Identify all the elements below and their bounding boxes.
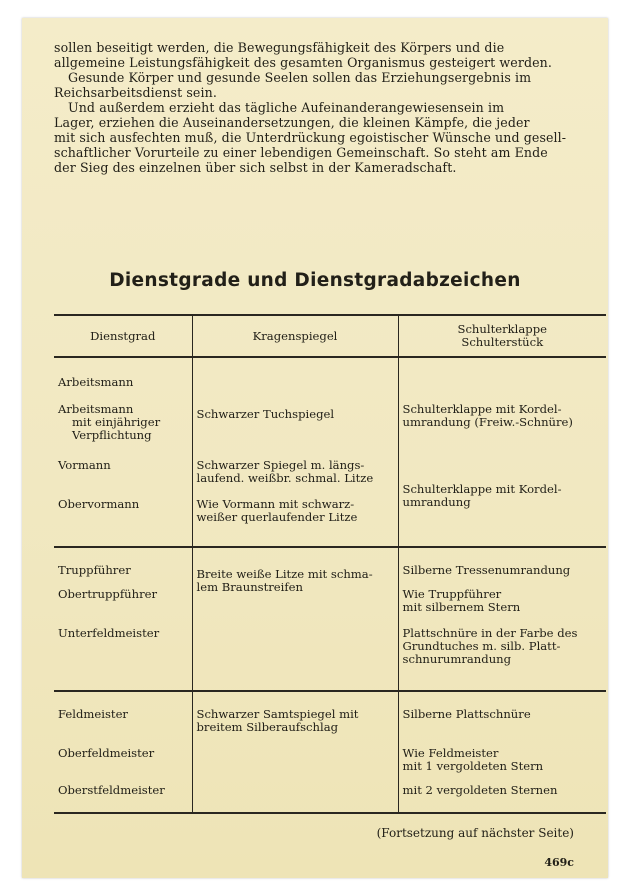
shoulder-text: Grundtuches m. silb. Platt- <box>402 639 561 653</box>
continued-note: (Fortsetzung auf nächster Seite) <box>376 826 574 840</box>
collar-cell <box>192 547 398 691</box>
collar-cell <box>192 357 398 547</box>
rank-cell <box>54 547 192 691</box>
shoulder-text: Wie Truppführer <box>402 587 502 601</box>
rank-label: Feldmeister <box>58 707 128 721</box>
header-collar: Kragenspiegel <box>192 315 398 357</box>
shoulder-text: Plattschnüre in der Farbe des <box>402 626 578 640</box>
header-rank: Dienstgrad <box>54 315 192 357</box>
collar-text: weißer querlaufender Litze <box>196 510 358 524</box>
rank-label: Oberfeldmeister <box>58 746 155 760</box>
header-shoulder <box>398 315 606 357</box>
collar-cell <box>192 691 398 813</box>
intro-line: Und außerdem erzieht das tägliche Aufeinanderangewiesensein im <box>68 100 505 115</box>
shoulder-text: Wie Feldmeister <box>402 746 499 760</box>
table-row-group-2 <box>54 547 606 691</box>
rank-label: Obertruppführer <box>58 587 158 601</box>
shoulder-text: Silberne Plattschnüre <box>402 707 531 721</box>
rank-cell <box>54 357 192 547</box>
intro-line: Reichsarbeitsdienst sein. <box>54 85 217 100</box>
shoulder-text: umrandung <box>402 495 471 509</box>
shoulder-text: schnurumrandung <box>402 652 512 666</box>
intro-line: allgemeine Leistungsfähigkeit des gesamten Organismus gesteigert werden. <box>54 55 552 70</box>
page-number: 469c <box>544 856 574 869</box>
collar-text: Schwarzer Tuchspiegel <box>196 407 335 421</box>
collar-text: lem Braunstreifen <box>196 580 303 594</box>
table-row-group-1 <box>54 357 606 547</box>
rank-label: Verpflichtung <box>72 428 152 442</box>
shoulder-text: Schulterklappe mit Kordel- <box>402 482 562 496</box>
intro-line: der Sieg des einzelnen über sich selbst in der Kameradschaft. <box>54 160 457 175</box>
collar-text: Schwarzer Samtspiegel mit <box>196 707 359 721</box>
rank-label: mit einjähriger <box>72 415 161 429</box>
rank-label: Arbeitsmann <box>58 402 134 416</box>
collar-text: breitem Silberaufschlag <box>196 720 339 734</box>
intro-line: Lager, erziehen die Auseinandersetzungen, die kleinen Kämpfe, die jeder <box>54 115 530 130</box>
intro-line: schaftlicher Vorurteile zu einer lebendigen Gemeinschaft. So steht am Ende <box>54 145 548 160</box>
collar-text: Wie Vormann mit schwarz- <box>196 497 355 511</box>
shoulder-text: Schulterklappe mit Kordel- <box>402 402 562 416</box>
shoulder-text: Silberne Tressenumrandung <box>402 563 571 577</box>
rank-label: Unterfeldmeister <box>58 626 160 640</box>
shoulder-text: mit 2 vergoldeten Sternen <box>402 783 558 797</box>
intro-line: sollen beseitigt werden, die Bewegungsfähigkeit des Körpers und die <box>54 40 505 55</box>
rank-label: Vormann <box>58 458 111 472</box>
section-title: Dienstgrade und Dienstgradabzeichen <box>109 270 521 291</box>
rank-cell <box>54 691 192 813</box>
table-row-group-3 <box>54 691 606 813</box>
shoulder-text: mit silbernem Stern <box>402 600 521 614</box>
header-shoulder-line: Schulterstück <box>461 335 544 349</box>
shoulder-text: mit 1 vergoldeten Stern <box>402 759 544 773</box>
shoulder-text: umrandung (Freiw.-Schnüre) <box>402 415 573 429</box>
shoulder-cell <box>398 357 606 547</box>
rank-label: Truppführer <box>58 563 131 577</box>
header-shoulder-line: Schulterklappe <box>457 322 547 336</box>
intro-paragraph <box>54 40 604 175</box>
collar-text: laufend. weißbr. schmal. Litze <box>196 471 374 485</box>
shoulder-cell <box>398 547 606 691</box>
rank-insignia-table <box>54 314 606 814</box>
shoulder-cell <box>398 691 606 813</box>
collar-text: Breite weiße Litze mit schma- <box>196 567 373 581</box>
table-header-row <box>54 315 606 357</box>
rank-label: Obervormann <box>58 497 140 511</box>
collar-text: Schwarzer Spiegel m. längs- <box>196 458 365 472</box>
intro-line: mit sich ausfechten muß, die Unterdrückung egoistischer Wünsche und gesell- <box>54 130 567 145</box>
rank-label: Oberstfeldmeister <box>58 783 165 797</box>
book-page <box>22 18 608 878</box>
intro-line: Gesunde Körper und gesunde Seelen sollen das Erziehungsergebnis im <box>68 70 532 85</box>
rank-label: Arbeitsmann <box>58 375 134 389</box>
